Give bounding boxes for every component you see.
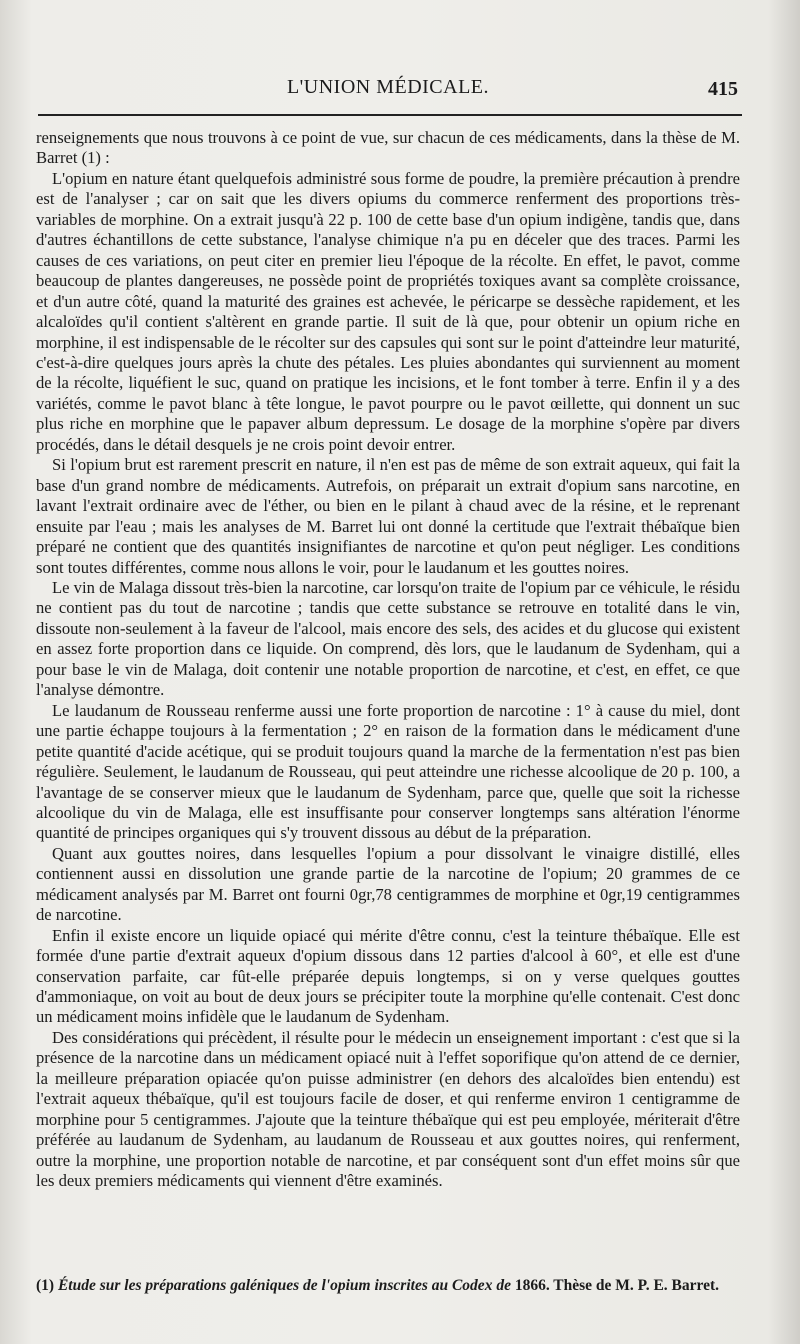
paragraph: Le laudanum de Rousseau renferme aussi une forte proportion de narcotine : 1° à cause du miel, dont une partie échappe toujours à la fermentation ; 2° en raison de la formation dans le médicament d'une petite quantité d'acide acétique, qui se produit toujours quand la marche de la fermentation n'est pas bien régulière. Seulement, le laudanum de Rousseau, qui peut atteindre une richesse alcoolique de 20 p. 100, a l'avantage de se conserver mieux que le laudanum de Sydenham, parce que, quelle que soit la richesse alcoolique du vin de Malaga, elle est insuffisante pour conserver longtemps sans altération l'énorme quantité de principes organiques qui s'y trouvent dissous au début de la préparation. [36, 700, 740, 843]
paragraph: Des considérations qui précèdent, il résulte pour le médecin un enseignement important : c'est que si la présence de la narcotine dans un médicament opiacé nuit à l'effet soporifique qu'on attend de ce dernier, la meilleure préparation opiacée qu'on puisse administrer (en dehors des alcaloïdes bien entendu) est l'extrait aqueux thébaïque, qu'il est toujours facile de doser, et qui renferme environ 1 centigramme de morphine pour 5 centigrammes. J'ajoute que la teinture thébaïque qui est peu employée, mériterait d'être préférée au laudanum de Sydenham, au laudanum de Rousseau et aux gouttes noires, qui renferment, outre la morphine, une proportion notable de narcotine, et par conséquent sont d'un effet moins sûr que les deux premiers médicaments qui viennent d'être examinés. [36, 1027, 740, 1191]
paragraph: renseignements que nous trouvons à ce point de vue, sur chacun de ces médicaments, dans la thèse de M. Barret (1) : [36, 128, 740, 168]
paragraph: L'opium en nature étant quelquefois administré sous forme de poudre, la première précaution à prendre est de l'analyser ; car on sait que les divers opiums du commerce renferment des proportions très-variables de morphine. On a extrait jusqu'à 22 p. 100 de cette base d'un opium indigène, tandis que, dans d'autres échantillons de cette substance, l'analyse chimique n'a pu en déceler que des traces. Parmi les causes de ces variations, on peut citer en premier lieu l'époque de la récolte. En effet, le pavot, comme beaucoup de plantes dangereuses, ne possède point de propriétés toxiques avant sa complète croissance, et d'un autre côté, quand la maturité des graines est achevée, le péricarpe se dessèche rapidement, et les alcaloïdes qu'il contient s'altèrent en grande partie. Il suit de là que, pour obtenir un opium riche en morphine, il est indispensable de le récolter sur des capsules qui sont sur le point d'atteindre leur maturité, c'est-à-dire quelques jours après la chute des pétales. Les pluies abondantes qui surviennent au moment de la récolte, liquéfient le suc, quand on pratique les incisions, et le font tomber à terre. Enfin il y a des variétés, comme le pavot blanc à tête longue, le pavot pourpre ou le pavot œillette, qui donnent un suc plus riche en morphine que le papaver album depressum. Le dosage de la morphine s'opère par divers procédés, dans le détail desquels je ne crois point devoir entrer. [36, 168, 740, 454]
paragraph: Le vin de Malaga dissout très-bien la narcotine, car lorsqu'on traite de l'opium par ce véhicule, le résidu ne contient pas du tout de narcotine ; tandis que cette substance se retrouve en totalité dans le vin, dissoute non-seulement à la faveur de l'alcool, mais encore des sels, des acides et du glucose qui existent en assez forte proportion dans ce liquide. On comprend, dès lors, que le laudanum de Sydenham, qui a pour base le vin de Malaga, doit contenir une notable proportion de narcotine, et c'est, en effet, ce que l'analyse démontre. [36, 577, 740, 700]
header-rule [38, 114, 742, 116]
paragraph: Enfin il existe encore un liquide opiacé qui mérite d'être connu, c'est la teinture thébaïque. Elle est formée d'une partie d'extrait aqueux d'opium dissous dans 12 parties d'alcool à 60°, et elle est d'une conservation parfaite, car fût-elle préparée depuis longtemps, si on y verse quelques gouttes d'ammoniaque, on voit au bout de deux jours se précipiter toute la morphine qu'elle contenait. C'est donc un médicament moins infidèle que le laudanum de Sydenham. [36, 925, 740, 1027]
paragraph: Quant aux gouttes noires, dans lesquelles l'opium a pour dissolvant le vinaigre distillé, elles contiennent aussi en dissolution une grande partie de la narcotine de l'opium; 20 grammes de ce médicament analysés par M. Barret ont fourni 0gr,78 centigrammes de morphine et 0gr,19 centigrammes de narcotine. [36, 843, 740, 925]
journal-title: L'UNION MÉDICALE. [286, 76, 490, 98]
paragraph: Si l'opium brut est rarement prescrit en nature, il n'en est pas de même de son extrait aqueux, qui fait la base d'un grand nombre de médicaments. Autrefois, on préparait un extrait d'opium sans narcotine, en lavant l'extrait ordinaire avec de l'éther, ou bien en le pilant à chaud avec de la résine, et le reprenant ensuite par l'eau ; mais les analyses de M. Barret lui ont donné la certitude que l'extrait thébaïque bien préparé ne contient que des quantités insignifiantes de narcotine et qu'on peut négliger. Les conditions sont toutes différentes, comme nous allons le voir, pour le laudanum et les gouttes noires. [36, 455, 740, 577]
footnote-number: (1) [36, 1277, 55, 1294]
running-header [38, 76, 738, 106]
footnote-title: Étude sur les préparations galéniques de l'opium inscrites au Codex de [57, 1277, 511, 1294]
footnote [36, 1276, 740, 1295]
article-body [36, 128, 740, 1192]
page-number: 415 [708, 78, 738, 100]
footnote-source: 1866. Thèse de M. P. E. Barret. [514, 1277, 720, 1294]
